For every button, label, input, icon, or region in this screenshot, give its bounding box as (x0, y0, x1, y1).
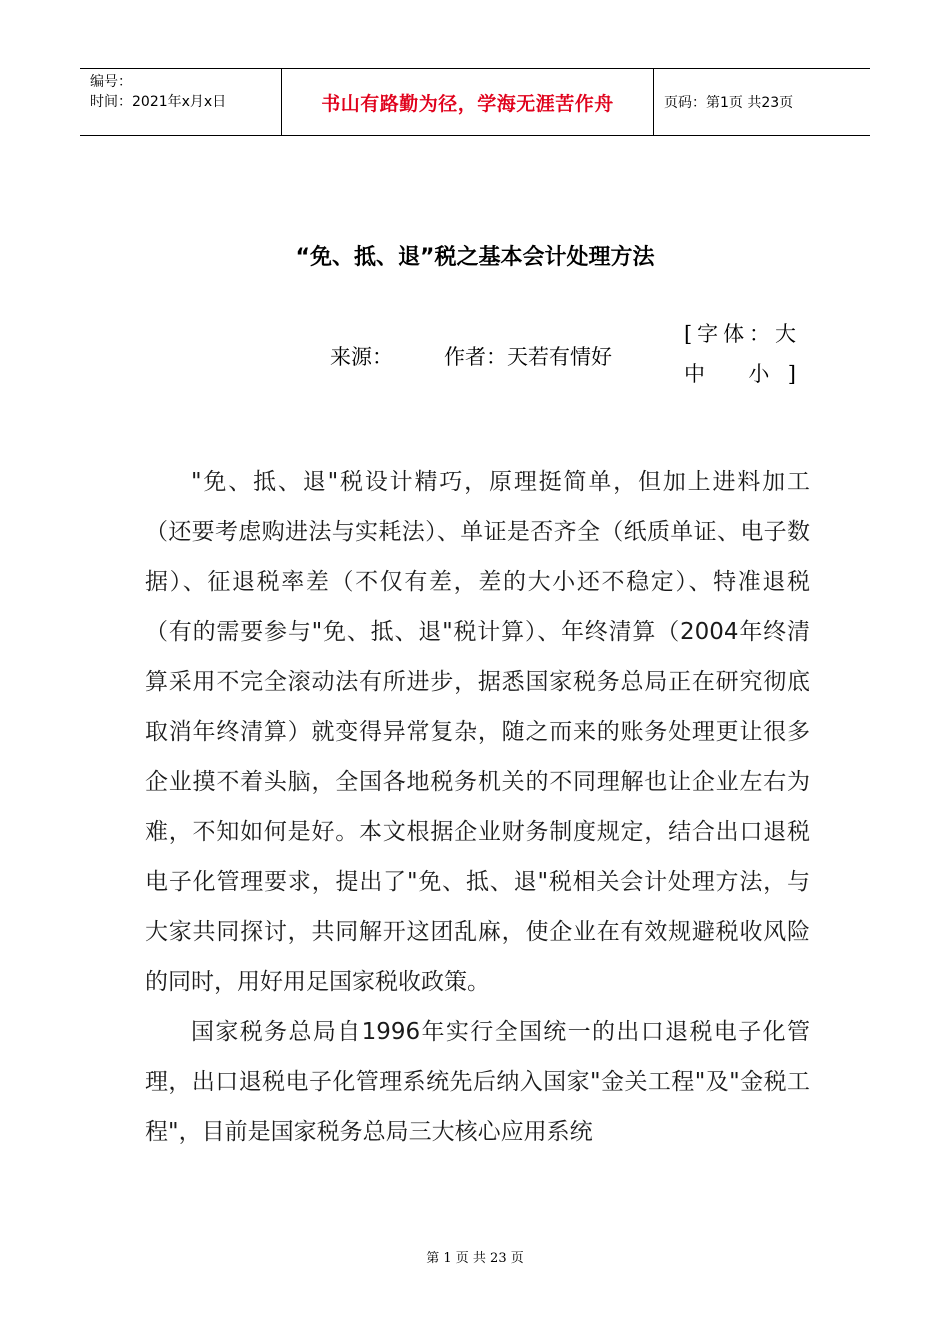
header-table (80, 68, 870, 136)
header-info-cell (80, 69, 282, 135)
page-footer: 第 1 页 共 23 页 (426, 1251, 524, 1266)
article-body (145, 457, 810, 1157)
paragraph-1: "免、抵、退"税设计精巧，原理挺简单，但加上进料加工（还要考虑购进法与实耗法）、单证是否齐全（纸质单证、电子数据）、征退税率差（不仅有差，差的大小还不稳定）、特准退税（有的需要参与"免、抵、退"税计算）、年终清算（2004年终清算采用不完全滚动法有所进步，据悉国家税务总局正在研究彻底取消年终清算）就变得异常复杂，随之而来的账务处理更让很多企业摸不着头脑，全国各地税务机关的不同理解也让企业左右为难，不知如何是好。本文根据企业财务制度规定，结合出口退税电子化管理要求，提出了"免、抵、退"税相关会计处理方法，与大家共同探讨，共同解开这团乱麻，使企业在有效规避税收风险的同时，用好用足国家税收政策。 (145, 469, 810, 995)
author-label: 作者：天若有情好 (444, 345, 612, 369)
paragraph-2: 国家税务总局自1996年实行全国统一的出口退税电子化管理，出口退税电子化管理系统先后纳入国家"金关工程"及"金税工程"，目前是国家税务总局三大核心应用系统 (145, 1019, 810, 1145)
header-page-info: 页码：第1页 共23页 (664, 95, 794, 111)
time-label: 时间：2021年x月x日 (90, 94, 227, 110)
font-size-line-2[interactable]: 中 小] (684, 362, 796, 386)
source-label: 来源： (330, 345, 393, 369)
header-motto: 书山有路勤为径，学海无涯苦作舟 (282, 69, 654, 135)
font-size-line-1[interactable]: [字体：大 (684, 322, 796, 346)
font-size-selector[interactable] (684, 314, 796, 394)
number-label: 编号： (90, 74, 132, 90)
document-title: “免、抵、退”税之基本会计处理方法 (295, 245, 655, 270)
